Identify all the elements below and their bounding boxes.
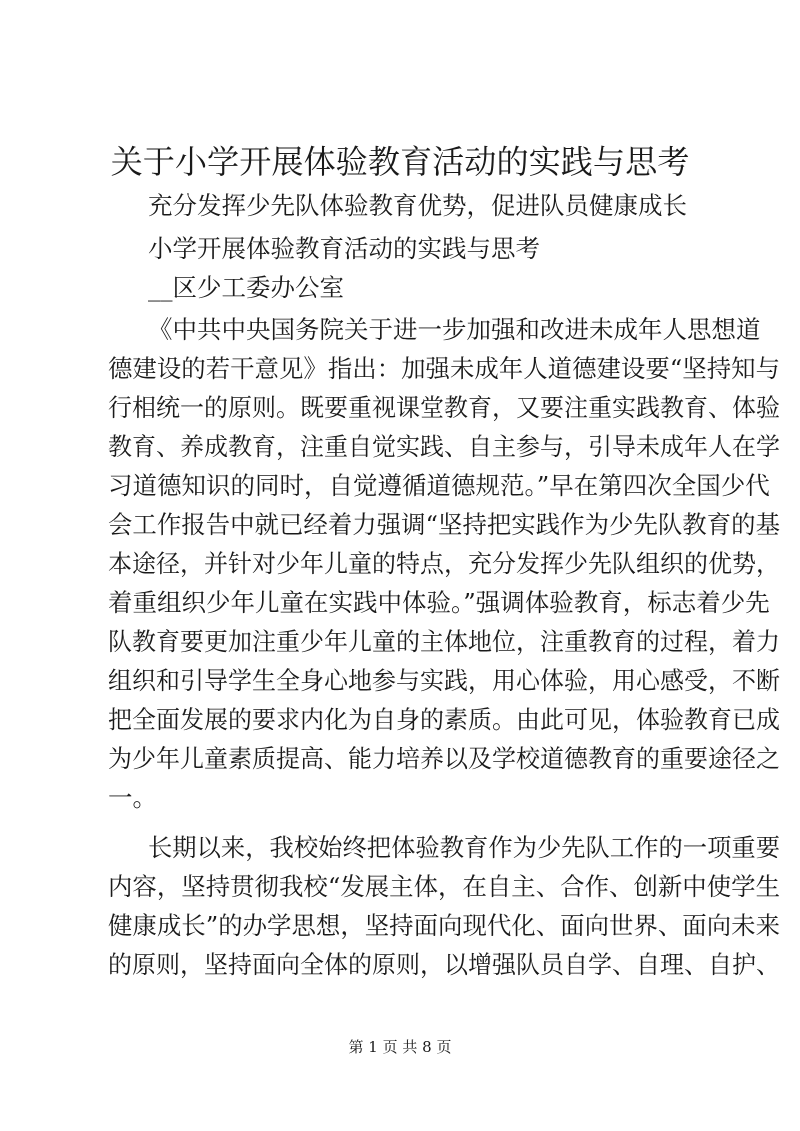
- paragraph-line: 会工作报告中就已经着力强调“坚持把实践作为少先队教育的基: [108, 510, 781, 539]
- document-title: 关于小学开展体验教育活动的实践与思考: [110, 143, 690, 181]
- paragraph-line: 为少年儿童素质提高、能力培养以及学校道德教育的重要途径之: [108, 744, 781, 773]
- paragraph-line: 本途径，并针对少年儿童的特点，充分发挥少先队组织的优势，: [108, 549, 781, 578]
- paragraph-line: 把全面发展的要求内化为自身的素质。由此可见，体验教育已成: [108, 705, 781, 734]
- paragraph-line: 一。: [108, 783, 157, 812]
- paragraph-line: 教育、养成教育，注重自觉实践、自主参与，引导未成年人在学: [108, 432, 781, 461]
- paragraph-line: 队教育要更加注重少年儿童的主体地位，注重教育的过程，着力: [108, 627, 781, 656]
- paragraph-line: 组织和引导学生全身心地参与实践，用心体验，用心感受，不断: [108, 666, 781, 695]
- paragraph-line: 德建设的若干意见》指出：加强未成年人道德建设要“坚持知与: [108, 354, 781, 383]
- paragraph-line: 《中共中央国务院关于进一步加强和改进未成年人思想道: [148, 315, 761, 344]
- subtitle-line: 充分发挥少先队体验教育优势，促进队员健康成长: [148, 191, 687, 220]
- paragraph-line: 内容，坚持贯彻我校“发展主体，在自主、合作、创新中使学生: [108, 872, 781, 901]
- paragraph-line: 行相统一的原则。既要重视课堂教育，又要注重实践教育、体验: [108, 393, 781, 422]
- subtitle-line: 小学开展体验教育活动的实践与思考: [148, 234, 540, 263]
- paragraph-line: 习道德知识的同时，自觉遵循道德规范。”早在第四次全国少代: [108, 471, 770, 500]
- author-line: __区少工委办公室: [148, 273, 344, 302]
- paragraph-line: 着重组织少年儿童在实践中体验。”强调体验教育，标志着少先: [108, 588, 770, 617]
- paragraph-line: 健康成长”的办学思想，坚持面向现代化、面向世界、面向未来: [108, 911, 781, 940]
- page-footer: 第 1 页 共 8 页: [348, 1038, 452, 1056]
- paragraph-line: 的原则，坚持面向全体的原则，以增强队员自学、自理、自护、: [108, 950, 781, 979]
- paragraph-line: 长期以来，我校始终把体验教育作为少先队工作的一项重要: [148, 833, 781, 862]
